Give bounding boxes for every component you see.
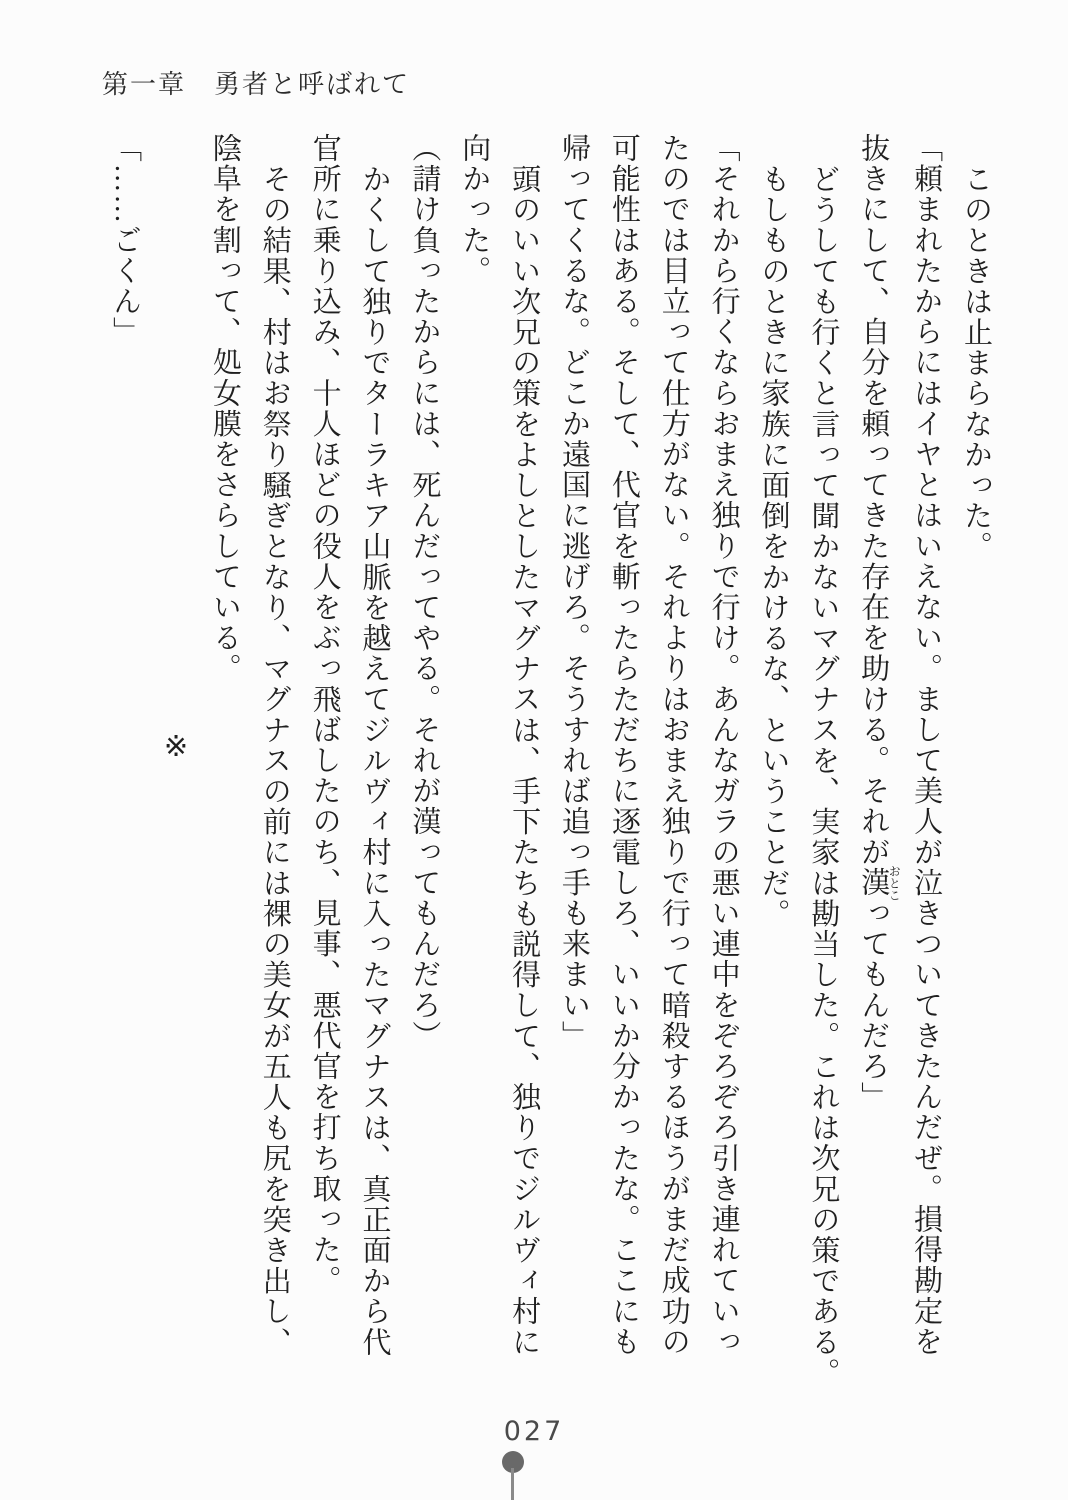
text-line: どうしても行くと言って聞かないマグナスを、実家は勘当した。これは次兄の策である。 — [807, 164, 840, 1388]
text-line: かくして独りでターラキア山脈を越えてジルヴィ村に入ったマグナスは、真正面から代 — [358, 164, 391, 1358]
text-line: このときは止まらなかった。 — [960, 164, 992, 562]
text-line: 向かった。 — [458, 133, 491, 286]
text-line: 頭のいい次兄の策をよしとしたマグナスは、手下たちも説得して、独りでジルヴィ村に — [508, 164, 541, 1358]
chapter-header: 第一章 勇者と呼ばれて — [102, 70, 411, 99]
text-line: 「……ごくん」 — [109, 133, 142, 348]
text-line: ※ — [159, 729, 191, 765]
paragraph — [548, 133, 748, 1361]
page-body — [99, 133, 1000, 1388]
text-line: 「それから行くならおまえ独りで行け。あんなガラの悪い連中をぞろぞろ引き連れていっ — [707, 133, 740, 1357]
text-line: たのでは目立って仕方がない。それよりはおまえ独りで行って暗殺するほうがまだ成功の — [657, 133, 690, 1357]
paragraph — [847, 133, 950, 1361]
page-number: 027 — [503, 1416, 565, 1447]
furigana-ruby: 漢おとこ — [857, 864, 902, 901]
page-marker-line — [511, 1468, 514, 1500]
paragraph — [448, 133, 548, 1361]
text-line: 抜きにして、自分を頼ってきた存在を助ける。それが漢おとこってもんだろ」 — [857, 133, 902, 1113]
paragraph — [399, 133, 449, 1361]
paragraph — [748, 133, 798, 1361]
text-line: 「頼まれたからにはイヤとはいえない。まして美人が泣きついてきたんだぜ。損得勘定を — [910, 133, 943, 1357]
scene-break-marker — [149, 133, 199, 1361]
text-line: 陰阜を割って、処女膜をさらしている。 — [208, 133, 241, 684]
text-line: もしものときに家族に面倒をかけるな、ということだ。 — [757, 164, 790, 929]
paragraph — [99, 133, 149, 1361]
text-line: （請け負ったからには、死んだってやる。それが漢ってもんだろ） — [408, 133, 441, 1051]
paragraph — [950, 133, 1000, 1361]
text-line: 官所に乗り込み、十人ほどの役人をぶっ飛ばしたのち、見事、悪代官を打ち取った。 — [308, 133, 341, 1296]
paragraph — [798, 133, 848, 1388]
text-line: 帰ってくるな。どこか遠国に逃げろ。そうすれば追っ手も来まい」 — [558, 133, 590, 1051]
text-line: 可能性はある。そして、代官を斬ったらただちに逐電しろ、いいか分かったな。ここにも — [607, 133, 640, 1357]
paragraph — [199, 133, 299, 1361]
text-line: その結果、村はお祭り騒ぎとなり、マグナスの前には裸の美女が五人も尻を突き出し、 — [258, 164, 291, 1358]
paragraph — [299, 133, 399, 1361]
